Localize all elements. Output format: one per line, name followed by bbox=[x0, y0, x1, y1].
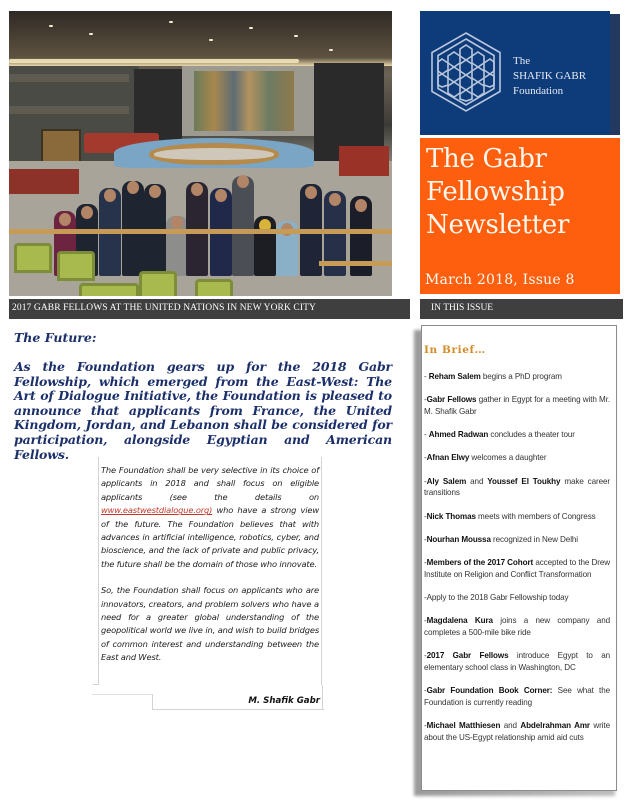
item-text: welcomes a daughter bbox=[469, 453, 547, 463]
photo-head bbox=[149, 185, 161, 198]
photo-head bbox=[104, 189, 116, 202]
photo-head bbox=[329, 193, 341, 206]
in-brief-panel bbox=[421, 325, 617, 791]
photo-head bbox=[171, 216, 183, 229]
signature-divider bbox=[152, 709, 324, 710]
item-name: Magdalena Kura bbox=[426, 616, 493, 626]
item-text: begins a PhD program bbox=[480, 372, 562, 381]
photo-chair bbox=[195, 279, 233, 296]
photo-chair bbox=[57, 251, 95, 281]
photo-light bbox=[294, 35, 298, 37]
item-connector: and bbox=[466, 476, 488, 486]
item-prefix: - bbox=[424, 395, 427, 405]
item-name: Gabr Foundation Book Corner: bbox=[426, 686, 553, 696]
item-text: concludes a theater tour bbox=[488, 430, 575, 440]
quote-paragraph-1 bbox=[101, 464, 319, 571]
item-text: recognized in New Delhi bbox=[490, 534, 579, 544]
future-heading: The Future: bbox=[14, 330, 97, 345]
item-prefix: -Apply to the 2018 Gabr Fellowship today bbox=[424, 593, 569, 603]
photo-ceiling-light bbox=[9, 59, 299, 63]
photo-head bbox=[215, 189, 227, 202]
title-line: The Gabr bbox=[426, 144, 547, 174]
item-name: Afnan Elwy bbox=[426, 453, 470, 463]
item-name: Nick Thomas bbox=[426, 511, 476, 521]
item-prefix: - bbox=[424, 372, 429, 381]
photo-head bbox=[237, 175, 249, 188]
in-brief-item[interactable] bbox=[424, 429, 610, 441]
newsletter-title bbox=[426, 143, 569, 242]
photo-light bbox=[49, 25, 53, 27]
item-prefix: - bbox=[424, 476, 427, 486]
photo-door bbox=[41, 129, 81, 164]
future-lead-paragraph: As the Foundation gears up for the 2018 Gabr Fellowship, which emerged from the East-West: The Art of Dialogue Initiative, the Foundation is pleased to announce that applicants from France, the United Kingdom, Jordan, and Lebanon shall be considered for participation, alongside Egyptian and American Fellows. bbox=[14, 359, 392, 462]
item-name: Gabr Fellows bbox=[426, 395, 477, 405]
item-name: Abdelrahman Amr bbox=[520, 720, 590, 730]
item-prefix: - bbox=[424, 453, 427, 463]
item-prefix: - bbox=[424, 558, 427, 568]
photo-head bbox=[59, 213, 71, 226]
in-brief-item[interactable] bbox=[424, 476, 610, 499]
item-name: Members of the 2017 Cohort bbox=[426, 558, 534, 568]
quote-paragraph-2: So, the Foundation shall focus on applicants who are innovators, creators, and problem solvers who have a need for a greater global understanding of the geopolitical world we live in, and wish to build bridges of common interest and understanding between the East and West. bbox=[101, 585, 319, 663]
item-name: Reham Salem bbox=[428, 372, 481, 381]
item-prefix: - bbox=[424, 511, 427, 521]
photo-light bbox=[329, 49, 333, 51]
item-name: Ahmed Radwan bbox=[428, 430, 489, 440]
newsletter-title-panel bbox=[420, 138, 620, 294]
photo-caption: 2017 GABR FELLOWS AT THE UNITED NATIONS IN NEW YORK CITY bbox=[9, 299, 410, 319]
item-name: Nourhan Moussa bbox=[426, 534, 491, 544]
item-text: meets with members of Congress bbox=[475, 511, 596, 521]
foundation-logo-text bbox=[513, 54, 586, 99]
item-text: joins a new company and completes a 500-mile bike ride bbox=[424, 616, 611, 637]
item-text: See what the Foundation is currently reading bbox=[424, 686, 610, 707]
logo-line-name: SHAFIK GABR bbox=[513, 70, 587, 82]
photo-head bbox=[127, 181, 139, 194]
item-connector: and bbox=[500, 720, 521, 730]
item-name: 2017 Gabr Fellows bbox=[426, 651, 509, 661]
in-brief-item[interactable] bbox=[424, 650, 610, 673]
in-brief-item[interactable] bbox=[424, 371, 610, 383]
item-text: write about the US-Egypt relationship amid aid cuts bbox=[424, 720, 610, 742]
in-brief-item[interactable] bbox=[424, 394, 610, 417]
quote-text: The Foundation shall be very selective in its choice of applicants in 2018 and shall focus on eligible applicants (see the details on bbox=[101, 465, 319, 502]
in-brief-item[interactable] bbox=[424, 557, 610, 580]
issue-date: March 2018, Issue 8 bbox=[425, 272, 575, 288]
founder-quote bbox=[101, 464, 319, 678]
in-brief-item[interactable] bbox=[424, 511, 610, 523]
item-prefix: - bbox=[424, 534, 427, 544]
photo-light bbox=[249, 27, 253, 29]
quote-text: who have a strong view of the future. The Foundation believes that with advances in artificial intelligence, robotics, cyber, and bioscience, and the lack of private and public privacy, the future shall be the domain of those who innovate. bbox=[101, 505, 319, 569]
signature-divider bbox=[322, 685, 323, 709]
item-prefix: - bbox=[424, 616, 427, 626]
logo-line-the: The bbox=[513, 55, 531, 67]
photo-railing bbox=[9, 229, 392, 234]
item-text: make career transitions bbox=[424, 476, 611, 498]
item-prefix: - bbox=[424, 720, 427, 730]
in-brief-title: In Brief… bbox=[424, 344, 486, 356]
photo-council-table bbox=[149, 143, 279, 165]
in-brief-item[interactable] bbox=[424, 452, 610, 464]
photo-chair bbox=[14, 243, 52, 273]
item-prefix: - bbox=[424, 430, 429, 440]
logo-line-foundation: Foundation bbox=[513, 85, 564, 97]
signature-divider bbox=[92, 694, 152, 695]
photo-person bbox=[232, 176, 254, 276]
signature: M. Shafik Gabr bbox=[248, 696, 320, 706]
photo-light bbox=[209, 39, 213, 41]
photo-head bbox=[305, 186, 317, 199]
in-brief-item[interactable] bbox=[424, 592, 610, 604]
title-line: Newsletter bbox=[426, 210, 570, 240]
in-brief-item[interactable] bbox=[424, 685, 610, 708]
photo-shelf bbox=[9, 106, 129, 114]
item-name: Michael Matthiesen bbox=[426, 720, 501, 730]
item-name: Youssef El Toukhy bbox=[487, 476, 561, 486]
photo-chair bbox=[79, 283, 139, 296]
item-text: gather in Egypt for a meeting with Mr. M. Shafik Gabr bbox=[424, 395, 610, 416]
photo-chair bbox=[139, 271, 177, 296]
in-brief-item[interactable] bbox=[424, 615, 610, 638]
logo-panel-shadow bbox=[610, 14, 620, 135]
photo-light bbox=[169, 21, 173, 23]
title-line: Fellowship bbox=[426, 177, 565, 207]
photo-head bbox=[355, 199, 367, 212]
un-group-photo bbox=[9, 11, 392, 296]
item-name: Aly Salem bbox=[426, 476, 467, 486]
photo-head bbox=[81, 206, 93, 219]
item-prefix: - bbox=[424, 651, 427, 661]
photo-mural bbox=[194, 71, 294, 131]
in-brief-list bbox=[424, 371, 610, 743]
geometric-hexagon-logo-icon bbox=[425, 31, 507, 113]
item-text: accepted to the Drew Institute on Religion and Conflict Transformation bbox=[424, 558, 610, 579]
photo-shelf bbox=[9, 74, 129, 82]
photo-head bbox=[191, 183, 203, 196]
photo-ceiling bbox=[9, 11, 392, 66]
item-prefix: - bbox=[424, 686, 427, 696]
photo-railing bbox=[319, 261, 392, 266]
foundation-logo-panel bbox=[420, 11, 610, 135]
photo-light bbox=[89, 33, 93, 35]
eastwestdialogue-link[interactable]: www.eastwestdialogue.org) bbox=[101, 505, 213, 516]
in-this-issue-bar: IN THIS ISSUE bbox=[420, 299, 623, 319]
future-section bbox=[14, 330, 392, 462]
in-brief-item[interactable] bbox=[424, 534, 610, 546]
in-brief-item[interactable] bbox=[424, 720, 610, 743]
item-text: introduce Egypt to an elementary school class in Washington, DC bbox=[424, 651, 610, 672]
